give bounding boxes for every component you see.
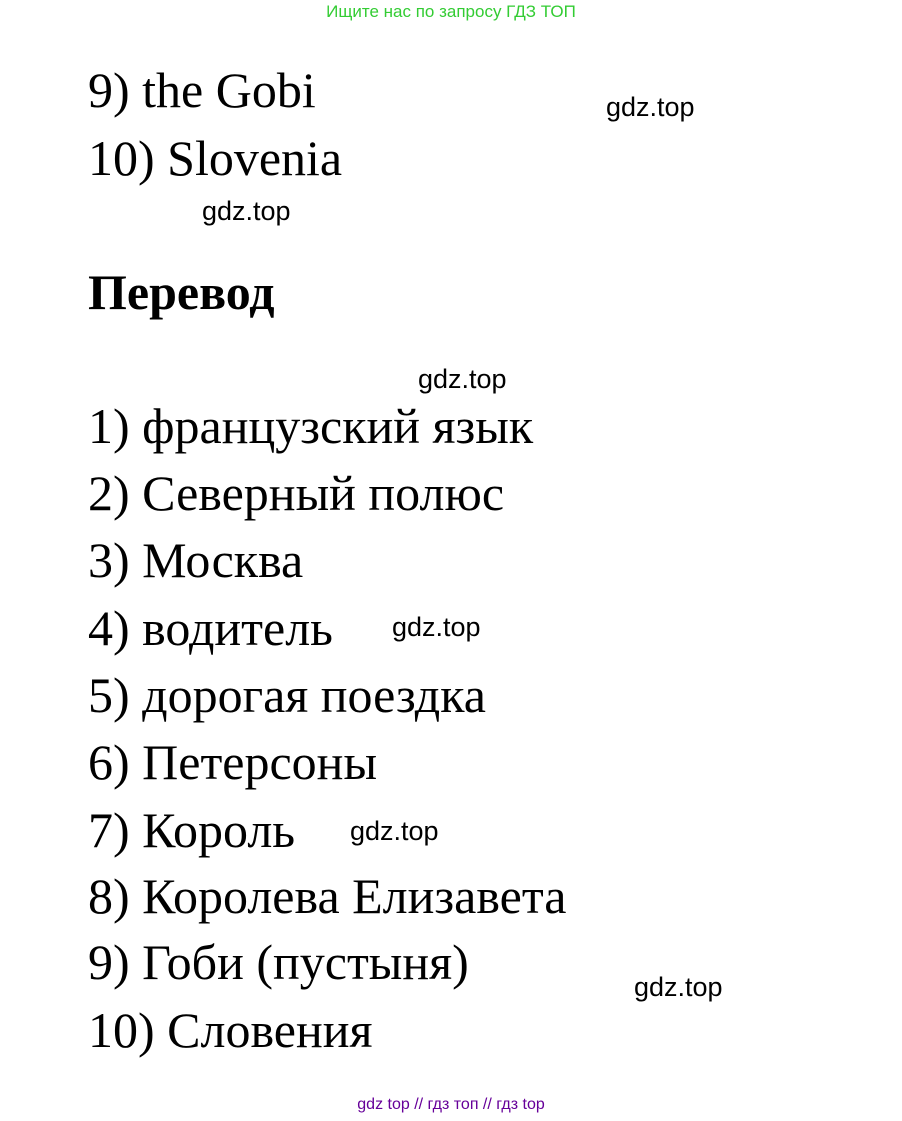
translation-item-5: 5) дорогая поездка — [88, 667, 486, 723]
translation-item-10: 10) Словения — [88, 1002, 373, 1058]
translation-item-2: 2) Северный полюс — [88, 465, 505, 521]
translation-item-3: 3) Москва — [88, 532, 304, 588]
watermark: gdz.top — [606, 92, 695, 122]
watermark: gdz.top — [634, 972, 723, 1002]
watermark: gdz.top — [418, 364, 507, 394]
translation-item-9: 9) Гоби (пустыня) — [88, 934, 469, 990]
translation-item-7: 7) Король — [88, 802, 296, 858]
section-heading: Перевод — [88, 264, 275, 320]
top-banner: Ищите нас по запросу ГДЗ ТОП — [326, 2, 576, 21]
answer-en-10: 10) Slovenia — [88, 130, 343, 186]
watermark: gdz.top — [202, 196, 291, 226]
watermark: gdz.top — [350, 816, 439, 846]
translation-item-1: 1) французский язык — [88, 398, 534, 454]
translation-item-4: 4) водитель — [88, 600, 333, 656]
translation-item-6: 6) Петерсоны — [88, 734, 378, 790]
footer-links: gdz top // гдз топ // гдз top — [357, 1096, 545, 1113]
translation-item-8: 8) Королева Елизавета — [88, 868, 567, 924]
answer-en-9: 9) the Gobi — [88, 62, 316, 118]
watermark: gdz.top — [392, 612, 481, 642]
